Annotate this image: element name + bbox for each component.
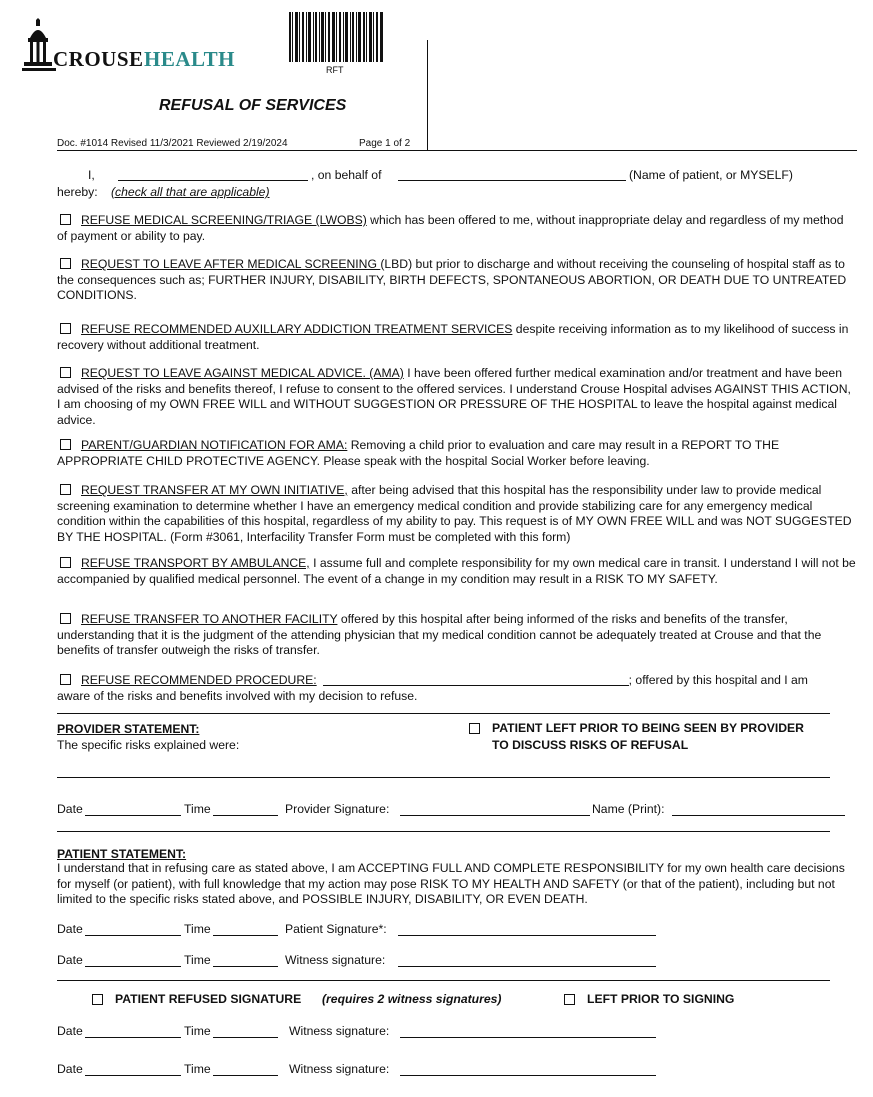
checkbox-refused-signature[interactable] xyxy=(92,994,103,1005)
refused-signature-label: PATIENT REFUSED SIGNATURE xyxy=(115,992,302,1006)
patient-time-line[interactable] xyxy=(213,935,278,936)
patient-signature-line[interactable] xyxy=(398,935,656,936)
provider-signature-label: Provider Signature: xyxy=(285,802,390,816)
provider-date-label: Date xyxy=(57,802,83,816)
option-transfer-initiative-title: REQUEST TRANSFER AT MY OWN INITIATIVE, xyxy=(81,483,348,497)
option-procedure-title: REFUSE RECOMMENDED PROCEDURE: xyxy=(81,673,317,687)
patient-name-line[interactable] xyxy=(398,180,626,181)
checkbox-parent-guardian[interactable] xyxy=(60,439,71,450)
refused-witness-label-2: Witness signature: xyxy=(289,1062,390,1076)
option-addiction[interactable] xyxy=(57,322,857,353)
option-transfer-initiative[interactable] xyxy=(57,483,857,545)
option-lwobs[interactable] xyxy=(57,213,857,244)
checkbox-addiction[interactable] xyxy=(60,323,71,334)
checkbox-ama[interactable] xyxy=(60,367,71,378)
option-procedure[interactable] xyxy=(57,673,857,704)
refused-time-label-1: Time xyxy=(184,1024,211,1038)
patient-date-line-2[interactable] xyxy=(85,966,181,967)
logo-crouse-text: CROUSE xyxy=(53,47,144,71)
barcode-icon xyxy=(289,12,383,62)
option-transfer-initiative-text: after being advised that this hospital has the responsibility under law to provide medical screening examination to determine whether I have an emergency medical condition and provide stabilizing care for any emergency medical condition within the capabilities of this hospital, regardless of my ability to pay. This request is of MY OWN FREE WILL and was NOT SUGGESTED BY THE HOSPITAL. (Form #3061, Interfacility Transfer Form must be completed with this form) xyxy=(57,483,852,544)
refused-date-label-2: Date xyxy=(57,1062,83,1076)
provider-time-label: Time xyxy=(184,802,211,816)
provider-rule xyxy=(57,831,830,832)
header-rule xyxy=(57,150,857,151)
option-addiction-text: despite receiving information as to my likelihood of success in recovery without additional treatment. xyxy=(57,322,849,352)
on-behalf-label: , on behalf of xyxy=(311,168,382,182)
option-facility-text: offered by this hospital after being informed of the risks and benefits of the transfer, understanding that it is the judgment of the attending physician that my medical condition cannot be adequately treated at Crouse and that the benefits of transfer outweigh the risks of transfer. xyxy=(57,612,822,657)
patient-date-label: Date xyxy=(57,922,83,936)
procedure-line[interactable] xyxy=(323,673,629,686)
refused-time-line-1[interactable] xyxy=(213,1037,278,1038)
patient-time-line-2[interactable] xyxy=(213,966,278,967)
option-facility[interactable] xyxy=(57,612,857,659)
refused-witness-label-1: Witness signature: xyxy=(289,1024,390,1038)
checkbox-transfer-initiative[interactable] xyxy=(60,484,71,495)
patient-time-label-2: Time xyxy=(184,953,211,967)
procedure-rule xyxy=(57,713,830,714)
name-line[interactable] xyxy=(118,180,308,181)
patient-signature-label: Patient Signature*: xyxy=(285,922,387,936)
option-parent-guardian[interactable] xyxy=(57,438,857,469)
patient-time-label: Time xyxy=(184,922,211,936)
checkbox-lwobs[interactable] xyxy=(60,214,71,225)
option-parent-guardian-text: Removing a child prior to evaluation and care may result in a REPORT TO THE APPROPRIATE CHILD PROTECTIVE AGENCY. Please speak with the hospital Social Worker before leaving. xyxy=(57,438,780,468)
option-ama[interactable] xyxy=(57,366,857,428)
patient-witness-line[interactable] xyxy=(398,966,656,967)
refused-time-label-2: Time xyxy=(184,1062,211,1076)
refused-witness-line-2[interactable] xyxy=(400,1075,656,1076)
option-lbd[interactable] xyxy=(57,257,857,304)
refused-date-line-1[interactable] xyxy=(85,1037,181,1038)
refused-time-line-2[interactable] xyxy=(213,1075,278,1076)
provider-heading: PROVIDER STATEMENT: xyxy=(57,722,200,736)
provider-signature-line[interactable] xyxy=(400,815,590,816)
refused-date-label-1: Date xyxy=(57,1024,83,1038)
option-addiction-title: REFUSE RECOMMENDED AUXILLARY ADDICTION TREATMENT SERVICES xyxy=(81,322,513,336)
option-parent-guardian-title: PARENT/GUARDIAN NOTIFICATION FOR AMA: xyxy=(81,438,348,452)
hereby-label: hereby: xyxy=(57,185,98,199)
provider-name-label: Name (Print): xyxy=(592,802,665,816)
checkbox-left-prior-seen[interactable] xyxy=(469,723,480,734)
refused-signature-note: (requires 2 witness signatures) xyxy=(322,992,502,1006)
provider-time-line[interactable] xyxy=(213,815,278,816)
intro-i-label: I, xyxy=(88,168,95,182)
refused-date-line-2[interactable] xyxy=(85,1075,181,1076)
building-dome-icon xyxy=(22,18,56,74)
checkbox-lbd[interactable] xyxy=(60,258,71,269)
checkbox-facility[interactable] xyxy=(60,613,71,624)
page-info: Page 1 of 2 xyxy=(359,138,411,149)
option-lbd-text: (LBD) but prior to discharge and without receiving the counseling of hospital staff as to the consequences such as; FURTHER INJURY, DISABILITY, BIRTH DEFECTS, SPONTANEOUS ABORTION, OR DEATH DUE TO UNTREATED CONDITIONS. xyxy=(57,257,847,302)
header-vertical-rule xyxy=(427,40,428,150)
option-ama-text: I have been offered further medical examination and/or treatment and have been advised of the risks and benefits thereof, I refuse to consent to the offered services. I understand Crouse Hospital advises AGAINST THIS ACTION, I am choosing of my OWN FREE WILL and WITHOUT SUGGESTION OR PRESSURE OF THE HOSPITAL to leave the hospital against medical advice. xyxy=(57,366,851,427)
patient-witness-label: Witness signature: xyxy=(285,953,386,967)
option-lbd-title: REQUEST TO LEAVE AFTER MEDICAL SCREENING xyxy=(81,257,381,271)
procedure-line2: aware of the risks and benefits involved with my decision to refuse. xyxy=(57,688,418,703)
option-facility-title: REFUSE TRANSFER TO ANOTHER FACILITY xyxy=(81,612,338,626)
option-ambulance-text: I assume full and complete responsibility for my own medical care in transit. I understand I will not be accompanied by qualified medical personnel. The event of a change in my condition may result in a RISK TO MY SAFETY. xyxy=(57,556,856,586)
option-lwobs-text: which has been offered to me, without inappropriate delay and regardless of my method of payment or ability to pay. xyxy=(57,213,844,243)
crouse-logo xyxy=(22,18,237,74)
logo-health-text: HEALTH xyxy=(144,47,235,71)
patient-statement-text: I understand that in refusing care as stated above, I am ACCEPTING FULL AND COMPLETE RESPONSIBILITY for my own health care decisions for myself (or patient), with full knowledge that my action may pose RISK TO MY HEALTH AND SAFETY (or that of the patient), including but not limited to the specific risks stated above, and POSSIBLE INJURY, DISABILITY, OR EVEN DEATH. xyxy=(57,861,845,906)
barcode-caption: RFT xyxy=(326,65,344,75)
procedure-after: ; offered by this hospital and I am xyxy=(628,673,808,687)
risks-line[interactable] xyxy=(57,777,830,778)
barcode xyxy=(289,12,383,64)
patient-rule xyxy=(57,980,830,981)
check-all-hint: (check all that are applicable) xyxy=(111,185,270,199)
left-prior-seen-line2: TO DISCUSS RISKS OF REFUSAL xyxy=(492,738,689,752)
left-prior-signing-label: LEFT PRIOR TO SIGNING xyxy=(587,992,735,1006)
refused-witness-line-1[interactable] xyxy=(400,1037,656,1038)
checkbox-ambulance[interactable] xyxy=(60,557,71,568)
patient-name-hint: (Name of patient, or MYSELF) xyxy=(629,168,793,182)
patient-date-line[interactable] xyxy=(85,935,181,936)
option-lwobs-title: REFUSE MEDICAL SCREENING/TRIAGE (LWOBS) xyxy=(81,213,367,227)
form-title: REFUSAL OF SERVICES xyxy=(159,97,347,114)
provider-date-line[interactable] xyxy=(85,815,181,816)
option-ambulance-title: REFUSE TRANSPORT BY AMBULANCE, xyxy=(81,556,310,570)
doc-info: Doc. #1014 Revised 11/3/2021 Reviewed 2/19/2024 xyxy=(57,138,288,149)
checkbox-left-prior-signing[interactable] xyxy=(564,994,575,1005)
patient-date-label-2: Date xyxy=(57,953,83,967)
left-prior-seen-line1: PATIENT LEFT PRIOR TO BEING SEEN BY PROVIDER xyxy=(492,721,804,735)
provider-risks-label: The specific risks explained were: xyxy=(57,738,240,752)
patient-heading: PATIENT STATEMENT: xyxy=(57,847,187,861)
provider-name-line[interactable] xyxy=(672,815,845,816)
option-ambulance[interactable] xyxy=(57,556,857,587)
option-ama-title: REQUEST TO LEAVE AGAINST MEDICAL ADVICE. (AMA) xyxy=(81,366,404,380)
checkbox-procedure[interactable] xyxy=(60,674,71,685)
